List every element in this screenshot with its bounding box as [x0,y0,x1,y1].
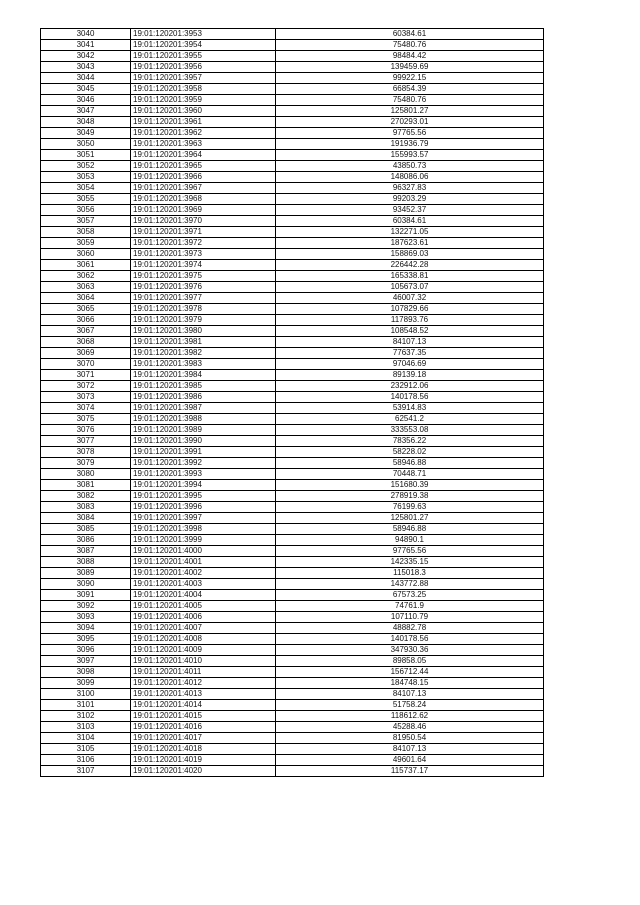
table-row [41,293,544,304]
row-number-cell: 3086 [41,535,131,546]
amount-cell: 75480.76 [276,95,544,106]
table-row [41,469,544,480]
cadastral-id-cell: 19:01:120201:3985 [131,381,276,392]
row-number-cell: 3066 [41,315,131,326]
table-row [41,40,544,51]
amount-cell: 97765.56 [276,546,544,557]
table-row [41,315,544,326]
row-number-cell: 3099 [41,678,131,689]
row-number-cell: 3044 [41,73,131,84]
row-number-cell: 3103 [41,722,131,733]
row-number-cell: 3092 [41,601,131,612]
cadastral-id-cell: 19:01:120201:3965 [131,161,276,172]
table-row [41,711,544,722]
cadastral-id-cell: 19:01:120201:3975 [131,271,276,282]
cadastral-id-cell: 19:01:120201:3994 [131,480,276,491]
cadastral-id-cell: 19:01:120201:4002 [131,568,276,579]
cadastral-id-cell: 19:01:120201:4014 [131,700,276,711]
row-number-cell: 3064 [41,293,131,304]
cadastral-id-cell: 19:01:120201:3961 [131,117,276,128]
amount-cell: 125801.27 [276,513,544,524]
table-row [41,348,544,359]
amount-cell: 140178.56 [276,392,544,403]
cadastral-id-cell: 19:01:120201:4000 [131,546,276,557]
amount-cell: 84107.13 [276,689,544,700]
amount-cell: 75480.76 [276,40,544,51]
row-number-cell: 3047 [41,106,131,117]
cadastral-id-cell: 19:01:120201:3989 [131,425,276,436]
cadastral-id-cell: 19:01:120201:4006 [131,612,276,623]
cadastral-id-cell: 19:01:120201:3986 [131,392,276,403]
cadastral-id-cell: 19:01:120201:3996 [131,502,276,513]
amount-cell: 117893.76 [276,315,544,326]
table-row [41,502,544,513]
row-number-cell: 3095 [41,634,131,645]
cadastral-id-cell: 19:01:120201:3953 [131,29,276,40]
table-row [41,271,544,282]
table-row [41,51,544,62]
table-row [41,601,544,612]
amount-cell: 278919.38 [276,491,544,502]
amount-cell: 99922.15 [276,73,544,84]
row-number-cell: 3106 [41,755,131,766]
table-row [41,480,544,491]
row-number-cell: 3094 [41,623,131,634]
amount-cell: 51758.24 [276,700,544,711]
amount-cell: 118612.62 [276,711,544,722]
amount-cell: 155993.57 [276,150,544,161]
cadastral-id-cell: 19:01:120201:3966 [131,172,276,183]
cadastral-id-cell: 19:01:120201:4018 [131,744,276,755]
amount-cell: 151680.39 [276,480,544,491]
cadastral-id-cell: 19:01:120201:3959 [131,95,276,106]
table-row [41,612,544,623]
row-number-cell: 3107 [41,766,131,777]
table-row [41,491,544,502]
amount-cell: 232912.06 [276,381,544,392]
amount-cell: 187623.61 [276,238,544,249]
table-row [41,304,544,315]
row-number-cell: 3082 [41,491,131,502]
row-number-cell: 3079 [41,458,131,469]
table-row [41,392,544,403]
cadastral-id-cell: 19:01:120201:4008 [131,634,276,645]
amount-cell: 46007.32 [276,293,544,304]
cadastral-id-cell: 19:01:120201:3988 [131,414,276,425]
amount-cell: 78356.22 [276,436,544,447]
table-row [41,579,544,590]
row-number-cell: 3072 [41,381,131,392]
cadastral-id-cell: 19:01:120201:4019 [131,755,276,766]
amount-cell: 139459.69 [276,62,544,73]
cadastral-id-cell: 19:01:120201:3969 [131,205,276,216]
cadastral-id-cell: 19:01:120201:3976 [131,282,276,293]
cadastral-id-cell: 19:01:120201:3973 [131,249,276,260]
row-number-cell: 3056 [41,205,131,216]
cadastral-id-cell: 19:01:120201:3954 [131,40,276,51]
row-number-cell: 3083 [41,502,131,513]
amount-cell: 84107.13 [276,337,544,348]
row-number-cell: 3089 [41,568,131,579]
amount-cell: 89858.05 [276,656,544,667]
table-row [41,227,544,238]
row-number-cell: 3074 [41,403,131,414]
amount-cell: 96327.83 [276,183,544,194]
row-number-cell: 3062 [41,271,131,282]
table-row [41,656,544,667]
table-row [41,447,544,458]
amount-cell: 107110.79 [276,612,544,623]
cadastral-id-cell: 19:01:120201:4010 [131,656,276,667]
amount-cell: 99203.29 [276,194,544,205]
amount-cell: 347930.36 [276,645,544,656]
amount-cell: 98484.42 [276,51,544,62]
table-row [41,403,544,414]
amount-cell: 148086.06 [276,172,544,183]
amount-cell: 270293.01 [276,117,544,128]
row-number-cell: 3073 [41,392,131,403]
row-number-cell: 3087 [41,546,131,557]
amount-cell: 60384.61 [276,216,544,227]
cadastral-id-cell: 19:01:120201:3982 [131,348,276,359]
table-row [41,216,544,227]
table-row [41,755,544,766]
amount-cell: 67573.25 [276,590,544,601]
table-row [41,117,544,128]
amount-cell: 66854.39 [276,84,544,95]
row-number-cell: 3102 [41,711,131,722]
row-number-cell: 3070 [41,359,131,370]
amount-cell: 94890.1 [276,535,544,546]
table-row [41,95,544,106]
cadastral-id-cell: 19:01:120201:3972 [131,238,276,249]
table-row [41,282,544,293]
data-table [40,28,544,777]
cadastral-id-cell: 19:01:120201:3964 [131,150,276,161]
amount-cell: 226442.28 [276,260,544,271]
row-number-cell: 3091 [41,590,131,601]
cadastral-id-cell: 19:01:120201:3978 [131,304,276,315]
row-number-cell: 3063 [41,282,131,293]
amount-cell: 81950.54 [276,733,544,744]
amount-cell: 70448.71 [276,469,544,480]
table-row [41,766,544,777]
row-number-cell: 3100 [41,689,131,700]
table-row [41,700,544,711]
amount-cell: 43850.73 [276,161,544,172]
amount-cell: 49601.64 [276,755,544,766]
amount-cell: 105673.07 [276,282,544,293]
cadastral-id-cell: 19:01:120201:4007 [131,623,276,634]
amount-cell: 77637.35 [276,348,544,359]
table-row [41,172,544,183]
cadastral-id-cell: 19:01:120201:4001 [131,557,276,568]
table-row [41,194,544,205]
cadastral-id-cell: 19:01:120201:4005 [131,601,276,612]
cadastral-id-cell: 19:01:120201:4015 [131,711,276,722]
amount-cell: 115018.3 [276,568,544,579]
row-number-cell: 3043 [41,62,131,73]
cadastral-id-cell: 19:01:120201:3956 [131,62,276,73]
cadastral-id-cell: 19:01:120201:3971 [131,227,276,238]
cadastral-id-cell: 19:01:120201:3984 [131,370,276,381]
row-number-cell: 3071 [41,370,131,381]
amount-cell: 97765.56 [276,128,544,139]
amount-cell: 76199.63 [276,502,544,513]
row-number-cell: 3081 [41,480,131,491]
table-row [41,73,544,84]
cadastral-id-cell: 19:01:120201:3983 [131,359,276,370]
amount-cell: 93452.37 [276,205,544,216]
row-number-cell: 3088 [41,557,131,568]
row-number-cell: 3049 [41,128,131,139]
cadastral-id-cell: 19:01:120201:3963 [131,139,276,150]
cadastral-id-cell: 19:01:120201:3979 [131,315,276,326]
amount-cell: 58946.88 [276,524,544,535]
table-row [41,436,544,447]
row-number-cell: 3093 [41,612,131,623]
amount-cell: 58946.88 [276,458,544,469]
cadastral-id-cell: 19:01:120201:3997 [131,513,276,524]
cadastral-id-cell: 19:01:120201:4013 [131,689,276,700]
amount-cell: 132271.05 [276,227,544,238]
amount-cell: 115737.17 [276,766,544,777]
row-number-cell: 3096 [41,645,131,656]
cadastral-id-cell: 19:01:120201:3958 [131,84,276,95]
row-number-cell: 3050 [41,139,131,150]
amount-cell: 108548.52 [276,326,544,337]
row-number-cell: 3045 [41,84,131,95]
row-number-cell: 3065 [41,304,131,315]
cadastral-id-cell: 19:01:120201:3998 [131,524,276,535]
row-number-cell: 3077 [41,436,131,447]
row-number-cell: 3041 [41,40,131,51]
table-row [41,667,544,678]
table-row [41,150,544,161]
cadastral-id-cell: 19:01:120201:3995 [131,491,276,502]
row-number-cell: 3046 [41,95,131,106]
cadastral-id-cell: 19:01:120201:3993 [131,469,276,480]
table-row [41,84,544,95]
row-number-cell: 3090 [41,579,131,590]
amount-cell: 158869.03 [276,249,544,260]
cadastral-id-cell: 19:01:120201:4003 [131,579,276,590]
cadastral-id-cell: 19:01:120201:3968 [131,194,276,205]
cadastral-id-cell: 19:01:120201:4011 [131,667,276,678]
cadastral-id-cell: 19:01:120201:3970 [131,216,276,227]
amount-cell: 165338.81 [276,271,544,282]
amount-cell: 84107.13 [276,744,544,755]
table-body [41,29,544,777]
cadastral-id-cell: 19:01:120201:3980 [131,326,276,337]
table-row [41,535,544,546]
table-row [41,29,544,40]
cadastral-id-cell: 19:01:120201:4017 [131,733,276,744]
row-number-cell: 3061 [41,260,131,271]
cadastral-id-cell: 19:01:120201:3992 [131,458,276,469]
amount-cell: 156712.44 [276,667,544,678]
row-number-cell: 3040 [41,29,131,40]
amount-cell: 58228.02 [276,447,544,458]
amount-cell: 60384.61 [276,29,544,40]
table-row [41,744,544,755]
row-number-cell: 3058 [41,227,131,238]
amount-cell: 142335.15 [276,557,544,568]
table-row [41,645,544,656]
table-row [41,128,544,139]
row-number-cell: 3059 [41,238,131,249]
table-row [41,425,544,436]
row-number-cell: 3054 [41,183,131,194]
amount-cell: 125801.27 [276,106,544,117]
amount-cell: 333553.08 [276,425,544,436]
cadastral-id-cell: 19:01:120201:4012 [131,678,276,689]
row-number-cell: 3052 [41,161,131,172]
table-row [41,370,544,381]
table-row [41,513,544,524]
row-number-cell: 3048 [41,117,131,128]
row-number-cell: 3042 [41,51,131,62]
table-row [41,326,544,337]
table-row [41,546,544,557]
table-row [41,337,544,348]
table-row [41,161,544,172]
amount-cell: 107829.66 [276,304,544,315]
cadastral-id-cell: 19:01:120201:4016 [131,722,276,733]
cadastral-id-cell: 19:01:120201:3974 [131,260,276,271]
cadastral-id-cell: 19:01:120201:3962 [131,128,276,139]
amount-cell: 184748.15 [276,678,544,689]
row-number-cell: 3085 [41,524,131,535]
row-number-cell: 3075 [41,414,131,425]
amount-cell: 140178.56 [276,634,544,645]
table-row [41,238,544,249]
amount-cell: 45288.46 [276,722,544,733]
table-row [41,359,544,370]
row-number-cell: 3105 [41,744,131,755]
row-number-cell: 3080 [41,469,131,480]
cadastral-id-cell: 19:01:120201:4004 [131,590,276,601]
table-row [41,722,544,733]
table-row [41,634,544,645]
cadastral-id-cell: 19:01:120201:3999 [131,535,276,546]
table-row [41,183,544,194]
cadastral-id-cell: 19:01:120201:3987 [131,403,276,414]
row-number-cell: 3104 [41,733,131,744]
amount-cell: 48882.78 [276,623,544,634]
row-number-cell: 3076 [41,425,131,436]
row-number-cell: 3055 [41,194,131,205]
row-number-cell: 3098 [41,667,131,678]
amount-cell: 97046.69 [276,359,544,370]
amount-cell: 53914.83 [276,403,544,414]
table-row [41,678,544,689]
amount-cell: 74761.9 [276,601,544,612]
cadastral-id-cell: 19:01:120201:4020 [131,766,276,777]
row-number-cell: 3068 [41,337,131,348]
table-row [41,381,544,392]
cadastral-id-cell: 19:01:120201:3990 [131,436,276,447]
table-row [41,524,544,535]
table-row [41,62,544,73]
table-row [41,689,544,700]
cadastral-id-cell: 19:01:120201:3967 [131,183,276,194]
amount-cell: 143772.88 [276,579,544,590]
row-number-cell: 3057 [41,216,131,227]
cadastral-id-cell: 19:01:120201:3960 [131,106,276,117]
amount-cell: 191936.79 [276,139,544,150]
row-number-cell: 3097 [41,656,131,667]
cadastral-id-cell: 19:01:120201:4009 [131,645,276,656]
row-number-cell: 3084 [41,513,131,524]
table-row [41,260,544,271]
table-row [41,623,544,634]
amount-cell: 89139.18 [276,370,544,381]
cadastral-id-cell: 19:01:120201:3955 [131,51,276,62]
table-row [41,414,544,425]
table-row [41,139,544,150]
cadastral-id-cell: 19:01:120201:3977 [131,293,276,304]
cadastral-id-cell: 19:01:120201:3981 [131,337,276,348]
table-row [41,733,544,744]
row-number-cell: 3060 [41,249,131,260]
row-number-cell: 3053 [41,172,131,183]
table-row [41,249,544,260]
table-row [41,590,544,601]
amount-cell: 62541.2 [276,414,544,425]
table-row [41,557,544,568]
table-row [41,458,544,469]
table-row [41,205,544,216]
table-row [41,568,544,579]
row-number-cell: 3051 [41,150,131,161]
row-number-cell: 3067 [41,326,131,337]
cadastral-id-cell: 19:01:120201:3957 [131,73,276,84]
table-row [41,106,544,117]
row-number-cell: 3078 [41,447,131,458]
row-number-cell: 3069 [41,348,131,359]
row-number-cell: 3101 [41,700,131,711]
cadastral-id-cell: 19:01:120201:3991 [131,447,276,458]
